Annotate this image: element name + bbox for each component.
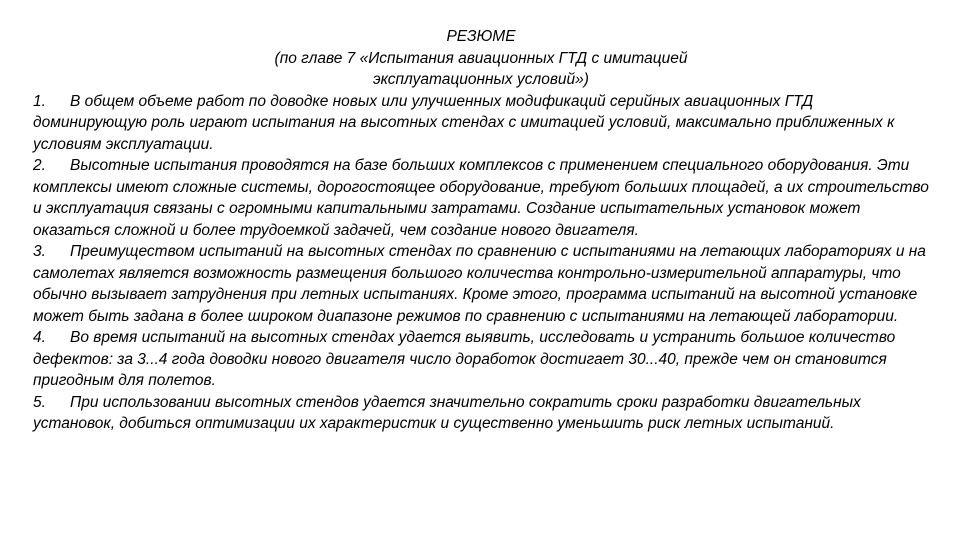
summary-item-5 <box>33 392 929 435</box>
summary-item-3 <box>33 241 929 327</box>
item-text: При использовании высотных стендов удается значительно сократить сроки разработки двигательных установок, добиться оптимизации их характеристик и существенно уменьшить риск летных испытаний. <box>33 393 861 432</box>
summary-item-1 <box>33 91 929 156</box>
item-number: 2. <box>33 157 46 174</box>
item-text: Преимуществом испытаний на высотных стендах по сравнению с испытаниями на летающих лабораториях и на самолетах является возможность размещения большого количества контрольно-измерительной аппаратуры, что обычно вызывает затруднения при летных испытаниях. Кроме этого, программа испытаний на высотной установке может быть задана в более широком диапазоне режимов по сравнению с испытаниями на летающей лаборатории. <box>33 243 926 325</box>
summary-heading: РЕЗЮМЕ <box>446 28 516 45</box>
summary-subtitle-line-2: эксплуатационных условий») <box>373 71 589 88</box>
summary-slide <box>33 26 929 435</box>
item-text: Высотные испытания проводятся на базе больших комплексов с применением специального оборудования. Эти комплексы имеют сложные системы, дорогостоящее оборудование, требуют больших площадей, а их строительство и эксплуатация связаны с огромными капитальными затратами. Создание испытательных установок может оказаться сложной и более трудоемкой задачей, чем создание нового двигателя. <box>33 157 929 239</box>
summary-title <box>33 26 929 91</box>
summary-item-4 <box>33 327 929 392</box>
summary-subtitle-line-1: (по главе 7 «Испытания авиационных ГТД с имитацией <box>274 49 688 67</box>
item-text: В общем объеме работ по доводке новых или улучшенных модификаций серийных авиационных ГТД доминирующую роль играют испытания на высотных стендах с имитацией условий, максимально приближенных к условиям эксплуатации. <box>33 92 895 153</box>
summary-item-2 <box>33 155 929 241</box>
item-number: 5. <box>33 393 46 411</box>
item-number: 1. <box>33 92 46 110</box>
item-text: Во время испытаний на высотных стендах удается выявить, исследовать и устранить большое количество дефектов: за 3...4 года доводки нового двигателя число доработок достигает 30...40, прежде чем он становится пригодным для полетов. <box>33 329 896 389</box>
item-number: 3. <box>33 243 46 260</box>
item-number: 4. <box>33 329 46 346</box>
